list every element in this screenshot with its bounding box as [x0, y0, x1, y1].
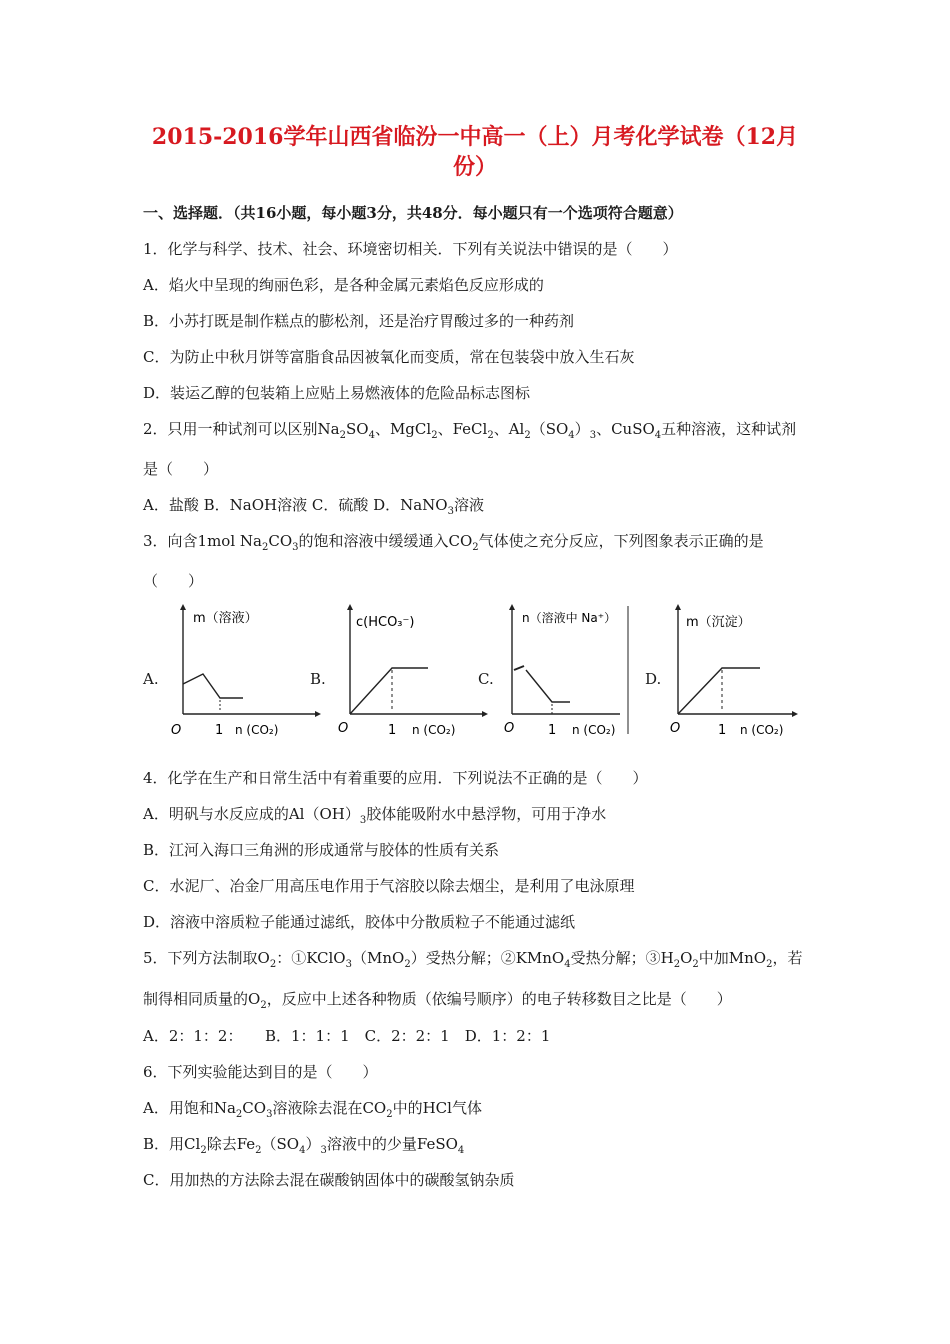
y-axis-label: m（沉淀） — [686, 615, 751, 630]
q5-sub: 2 — [269, 959, 277, 970]
q6-a-text: 中的HCl气体 — [392, 1099, 482, 1117]
q5-sub: 4 — [564, 959, 571, 970]
q5-text: 中加MnO — [698, 949, 767, 967]
x-tick-label: 1 — [388, 723, 397, 738]
q3-option-d-label: D. — [645, 670, 662, 688]
q5-sub: 2 — [404, 959, 411, 970]
q6-option-c: C．用加热的方法除去混在碳酸钠固体中的碳酸氢钠杂质 — [143, 1171, 515, 1189]
q3-option-a-label: A. — [143, 670, 159, 688]
q4-a-text: A．明矾与水反应成的Al（OH） — [143, 805, 360, 823]
q1-option-b: B．小苏打既是制作糕点的膨松剂，还是治疗胃酸过多的一种药剂 — [143, 312, 575, 330]
q5-text: ，若 — [772, 949, 803, 967]
q5-text: 5．下列方法制取O — [143, 949, 270, 967]
q1-option-a: A．焰火中呈现的绚丽色彩，是各种金属元素焰色反应形成的 — [143, 276, 544, 294]
q2-text: 五种溶液，这种试剂 — [661, 420, 797, 438]
q6-b-text: ） — [305, 1135, 321, 1153]
origin-label: O — [338, 721, 349, 736]
q2-stem — [143, 418, 796, 441]
q6-b-sub: 4 — [299, 1145, 306, 1156]
q5-text: 受热分解；③H — [570, 949, 674, 967]
x-axis-label: n (CO₂) — [740, 723, 784, 737]
q4-stem: 4．化学在生产和日常生活中有着重要的应用．下列说法不正确的是（ ） — [143, 769, 648, 787]
q3-text: 气体使之充分反应，下列图象表示正确的是 — [478, 532, 764, 550]
q6-b-text: 除去Fe — [206, 1135, 256, 1153]
q6-b-sub: 3 — [320, 1145, 327, 1156]
origin-label: O — [171, 723, 182, 738]
x-axis-label: n (CO₂) — [572, 723, 616, 737]
y-axis-label: c(HCO₃⁻) — [356, 615, 415, 630]
section-heading: 一、选择题．（共16小题，每小题3分，共48分．每小题只有一个选项符合题意） — [143, 204, 683, 222]
q1-stem: 1．化学与科学、技术、社会、环境密切相关．下列有关说法中错误的是（ ） — [143, 240, 678, 258]
q3-sub: 2 — [472, 542, 479, 553]
q5-text: O — [680, 949, 693, 967]
q6-a-sub: 2 — [235, 1109, 243, 1120]
q2-sub: 4 — [368, 430, 375, 441]
q2-text: 、Al — [493, 420, 525, 438]
q1-option-d: D．装运乙醇的包装箱上应贴上易燃液体的危险品标志图标 — [143, 384, 531, 402]
q5-sub: 2 — [673, 959, 681, 970]
q3-sub: 3 — [292, 542, 299, 553]
q1-option-c: C．为防止中秋月饼等富脂食品因被氧化而变质，常在包装袋中放入生石灰 — [143, 348, 635, 366]
q6-b-sub: 4 — [457, 1145, 465, 1156]
y-axis-label: n（溶液中 Na⁺） — [522, 611, 617, 625]
q3-graph-a — [165, 602, 325, 742]
q6-b-sub: 2 — [255, 1145, 262, 1156]
q2-options-text: A．盐酸 B．NaOH溶液 C．硫酸 D．NaNO — [143, 496, 448, 514]
curve-line — [350, 668, 428, 714]
q6-b-text: B．用Cl — [143, 1135, 201, 1153]
exam-title — [150, 122, 800, 182]
q2-text: SO — [346, 420, 369, 438]
q4-option-c: C．水泥厂、冶金厂用高压电作用于气溶胶以除去烟尘，是利用了电泳原理 — [143, 877, 635, 895]
q6-a-text: CO — [242, 1099, 267, 1117]
q3-graph-b — [332, 602, 492, 742]
origin-label: O — [670, 721, 681, 736]
q3-sub: 2 — [261, 542, 269, 553]
q5-sub: 2 — [766, 959, 773, 970]
q6-a-sub: 2 — [386, 1109, 393, 1120]
q5-options: A．2：1：2： B．1：1：1 C．2：2：1 D．1：2：1 — [143, 1027, 551, 1045]
exam-title-line2: 份） — [452, 154, 497, 180]
q6-b-text: 溶液中的少量FeSO — [326, 1135, 458, 1153]
q3-text: 3．向含1mol Na — [143, 532, 262, 550]
y-arrow — [347, 604, 353, 610]
q4-option-a — [143, 803, 606, 826]
x-axis-label: n (CO₂) — [235, 723, 279, 737]
q2-text: 、FeCl — [437, 420, 488, 438]
q2-text: 、CuSO — [596, 420, 655, 438]
q2-sub: 3 — [589, 430, 597, 441]
y-arrow — [509, 604, 515, 610]
q5-text: ：①KClO — [276, 949, 346, 967]
y-arrow — [675, 604, 681, 610]
q5-sub: 2 — [692, 959, 699, 970]
q4-option-d: D．溶液中溶质粒子能通过滤纸，胶体中分散质粒子不能通过滤纸 — [143, 913, 576, 931]
q2-options-text: 溶液 — [453, 496, 484, 514]
q2-sub: 2 — [524, 430, 531, 441]
q5-sub: 3 — [345, 959, 352, 970]
curve-line — [183, 674, 243, 698]
q6-a-text: 溶液除去混在CO — [272, 1099, 387, 1117]
q2-sub: 2 — [339, 430, 346, 441]
x-axis-label: n (CO₂) — [412, 723, 456, 737]
start-tick — [514, 666, 524, 670]
q2-stem-cont: 是（ ） — [143, 460, 219, 478]
q3-option-c-label: C. — [478, 670, 494, 688]
x-tick-label: 1 — [718, 723, 727, 738]
q6-b-text: （SO — [261, 1135, 300, 1153]
q3-stem-cont: （ ） — [143, 572, 204, 590]
q6-option-b — [143, 1133, 464, 1156]
q2-sub: 2 — [487, 430, 494, 441]
q5-text: 制得相同质量的O — [143, 990, 261, 1008]
q2-sub: 4 — [654, 430, 662, 441]
x-tick-label: 1 — [548, 723, 557, 738]
q2-sub: 2 — [431, 430, 438, 441]
x-arrow — [482, 711, 488, 717]
q2-text: ） — [574, 420, 590, 438]
q6-a-sub: 3 — [266, 1109, 273, 1120]
q6-a-text: A．用饱和Na — [143, 1099, 236, 1117]
q3-option-b-label: B. — [310, 670, 326, 688]
y-arrow — [180, 604, 186, 610]
q3-stem — [143, 530, 764, 553]
q6-option-a — [143, 1097, 482, 1120]
curve-line — [678, 668, 760, 714]
q4-a-text: 胶体能吸附水中悬浮物，可用于净水 — [366, 805, 607, 823]
q4-option-b: B．江河入海口三角洲的形成通常与胶体的性质有关系 — [143, 841, 500, 859]
x-arrow — [315, 711, 321, 717]
q5-stem-cont — [143, 988, 732, 1011]
q2-options — [143, 494, 484, 517]
q3-text: CO — [268, 532, 293, 550]
q2-text: 2．只用一种试剂可以区别Na — [143, 420, 340, 438]
x-tick-label: 1 — [215, 723, 224, 738]
q2-text: （SO — [530, 420, 569, 438]
q3-graph-c — [500, 602, 660, 742]
q6-stem: 6．下列实验能达到目的是（ ） — [143, 1063, 378, 1081]
q2-options-sub: 3 — [447, 506, 454, 517]
q5-text: （MnO — [351, 949, 405, 967]
x-arrow — [792, 711, 798, 717]
origin-label: O — [504, 721, 515, 736]
q5-text: ）受热分解；②KMnO — [410, 949, 565, 967]
q5-stem — [143, 947, 802, 970]
curve-line — [526, 670, 570, 702]
exam-title-line1: 2015-2016学年山西省临汾一中高一（上）月考化学试卷（12月 — [151, 124, 799, 150]
q3-graph-d — [668, 602, 828, 742]
q6-b-sub: 2 — [200, 1145, 207, 1156]
q5-text: ，反应中上述各种物质（依编号顺序）的电子转移数目之比是（ ） — [266, 990, 732, 1008]
q5-sub: 2 — [260, 1000, 267, 1011]
y-axis-label: m（溶液） — [193, 611, 258, 626]
q4-a-sub: 3 — [359, 815, 367, 826]
q2-sub: 4 — [568, 430, 575, 441]
q3-text: 的饱和溶液中缓缓通入CO — [298, 532, 473, 550]
q2-text: 、MgCl — [374, 420, 432, 438]
